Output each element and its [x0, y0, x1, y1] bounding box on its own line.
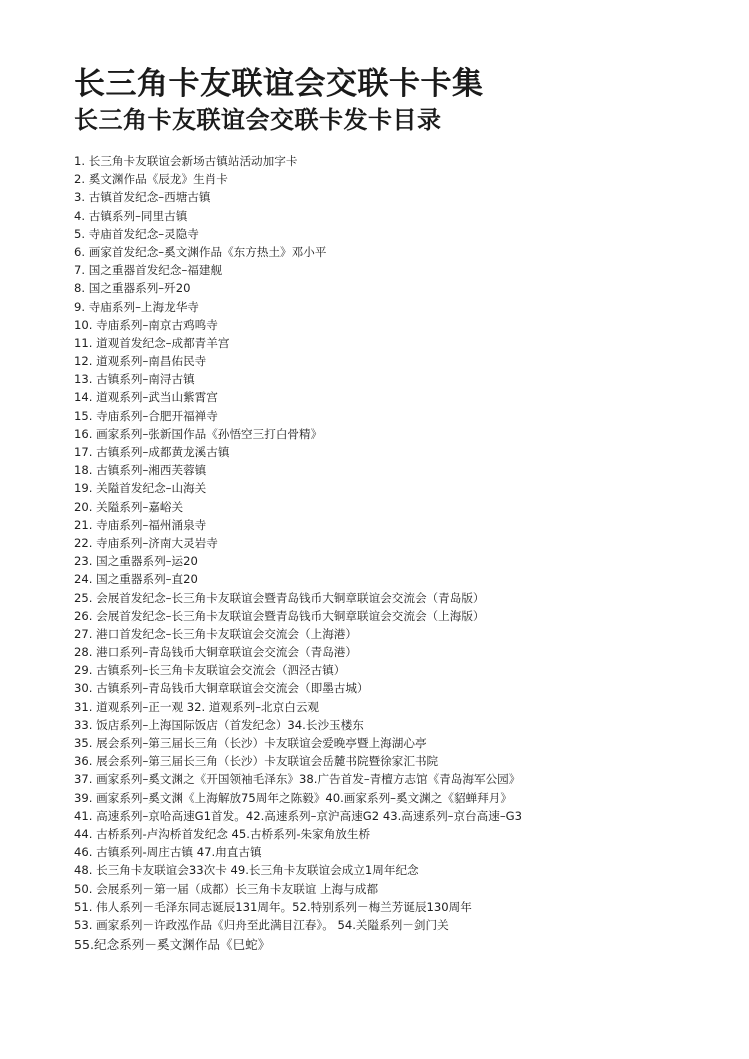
- catalog-entry: 21. 寺庙系列–福州涌泉寺: [74, 517, 207, 532]
- catalog-entry: 24. 国之重器系列–直20: [74, 572, 198, 587]
- catalog-entry: 2. 奚文渊作品《辰龙》生肖卡: [74, 172, 228, 187]
- catalog-entry: 41. 高速系列–京哈高速G1首发。42.高速系列–京沪高速G2 43.高速系列–京台高速–G3: [74, 808, 522, 823]
- catalog-entry: 7. 国之重器首发纪念–福建舰: [74, 263, 223, 278]
- catalog-entry: 28. 港口系列–青岛钱币大铜章联谊会交流会（青岛港）: [74, 645, 357, 660]
- document-subtitle: 长三角卡友联谊会交联卡发卡目录: [74, 106, 442, 134]
- document-title: 长三角卡友联谊会交联卡卡集: [74, 66, 484, 102]
- catalog-entry: 4. 古镇系列–同里古镇: [74, 208, 188, 223]
- catalog-entry: 37. 画家系列–奚文渊之《开国领袖毛泽东》38.广告首发–青檀方志馆《青岛海军公园》: [74, 772, 521, 787]
- catalog-entry: 12. 道观系列–南昌佑民寺: [74, 354, 207, 369]
- catalog-entry: 15. 寺庙系列–合肥开福禅寺: [74, 408, 218, 423]
- catalog-entry: 13. 古镇系列–南浔古镇: [74, 372, 195, 387]
- catalog-entry: 50. 会展系列－第一届（成都）长三角卡友联谊 上海与成都: [74, 881, 379, 896]
- catalog-entry: 26. 会展首发纪念–长三角卡友联谊会暨青岛钱币大铜章联谊会交流会（上海版）: [74, 608, 485, 623]
- catalog-entry: 11. 道观首发纪念–成都青羊宫: [74, 335, 230, 350]
- catalog-entry: 18. 古镇系列–湘西芙蓉镇: [74, 463, 207, 478]
- catalog-entry: 46. 古镇系列-周庄古镇 47.甪直古镇: [74, 845, 262, 860]
- catalog-entry: 31. 道观系列–正一观 32. 道观系列–北京白云观: [74, 699, 320, 714]
- catalog-list: [74, 152, 734, 956]
- catalog-entry: 17. 古镇系列–成都黄龙溪古镇: [74, 445, 230, 459]
- catalog-entry: 53. 画家系列－许政泓作品《归舟至此满目江春》。 54.关隘系列－剑门关: [74, 917, 449, 932]
- catalog-entry: 19. 关隘首发纪念–山海关: [74, 481, 207, 496]
- catalog-entry: 10. 寺庙系列–南京古鸡鸣寺: [74, 317, 218, 332]
- catalog-entry: 35. 展会系列–第三届长三角（长沙）卡友联谊会爱晚亭暨上海湖心亭: [74, 736, 427, 750]
- catalog-entry: 22. 寺庙系列–济南大灵岩寺: [74, 535, 218, 550]
- catalog-entry: 9. 寺庙系列–上海龙华寺: [74, 299, 199, 314]
- catalog-entry: 23. 国之重器系列–运20: [74, 554, 198, 569]
- catalog-entry: 8. 国之重器系列–歼20: [74, 281, 191, 296]
- catalog-entry: 29. 古镇系列–长三角卡友联谊会交流会（泗泾古镇）: [74, 663, 346, 678]
- catalog-entry: 33. 饭店系列–上海国际饭店（首发纪念）34.长沙玉楼东: [74, 717, 364, 732]
- catalog-entry: 14. 道观系列–武当山紫霄宫: [74, 390, 218, 405]
- catalog-entry: 48. 长三角卡友联谊会33次卡 49.长三角卡友联谊会成立1周年纪念: [74, 863, 419, 878]
- catalog-entry: 1. 长三角卡友联谊会新场古镇站活动加字卡: [74, 154, 298, 168]
- catalog-entry: 36. 展会系列–第三届长三角（长沙）卡友联谊会岳麓书院暨徐家汇书院: [74, 754, 439, 769]
- catalog-entry: 44. 古桥系列-卢沟桥首发纪念 45.古桥系列-朱家角放生桥: [74, 826, 371, 841]
- catalog-entry: 30. 古镇系列–青岛钱币大铜章联谊会交流会（即墨古城）: [74, 681, 369, 696]
- catalog-entry: 5. 寺庙首发纪念–灵隐寺: [74, 226, 199, 241]
- catalog-entry: 6. 画家首发纪念–奚文渊作品《东方热土》邓小平: [74, 244, 327, 259]
- catalog-entry: 20. 关隘系列–嘉峪关: [74, 499, 184, 514]
- catalog-entry: 25. 会展首发纪念–长三角卡友联谊会暨青岛钱币大铜章联谊会交流会（青岛版）: [74, 590, 485, 605]
- catalog-entry: 55.纪念系列－奚文渊作品《巳蛇》: [74, 937, 271, 953]
- catalog-entry: 16. 画家系列–张新国作品《孙悟空三打白骨精》: [74, 426, 323, 441]
- catalog-entry: 27. 港口首发纪念–长三角卡友联谊会交流会（上海港）: [74, 626, 357, 641]
- catalog-entry: 39. 画家系列–奚文渊《上海解放75周年之陈毅》40.画家系列–奚文渊之《貂蝉拜月》: [74, 790, 512, 805]
- catalog-entry: 3. 古镇首发纪念–西塘古镇: [74, 190, 211, 205]
- catalog-entry: 51. 伟人系列－毛泽东同志诞辰131周年。52.特别系列－梅兰芳诞辰130周年: [74, 899, 472, 914]
